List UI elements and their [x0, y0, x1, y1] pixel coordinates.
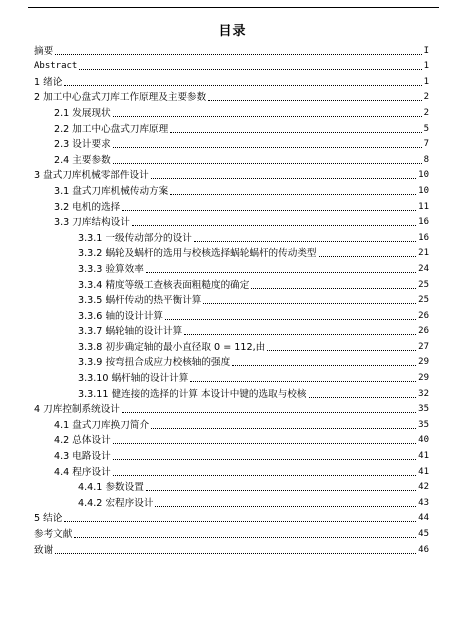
toc-entry[interactable]	[34, 306, 429, 322]
toc-entry-page: 35	[418, 419, 429, 430]
toc-entry[interactable]	[34, 493, 429, 509]
toc-dot-leader	[170, 194, 416, 195]
toc-dot-leader	[146, 272, 416, 273]
toc-dot-leader	[113, 475, 416, 476]
toc-entry-page: 46	[418, 544, 429, 555]
top-rule	[28, 7, 439, 8]
toc-entry-page: 16	[418, 232, 429, 243]
toc-dot-leader	[165, 319, 416, 320]
toc-entry-page: 7	[423, 139, 429, 150]
toc-entry-text: 3.3.6 轴的设计计算	[78, 310, 164, 322]
toc-entry-page: 42	[418, 482, 429, 493]
toc-entry-text: 3.1 盘式刀库机械传动方案	[54, 185, 169, 197]
toc-entry[interactable]	[34, 150, 429, 166]
toc-entry-text: 3.3.3 验算效率	[78, 263, 144, 275]
toc-entry[interactable]	[34, 400, 429, 416]
toc-entry-page: 27	[418, 341, 429, 352]
toc-entry[interactable]	[34, 291, 429, 307]
toc-entry[interactable]	[34, 524, 429, 540]
toc-entry[interactable]	[34, 119, 429, 135]
toc-dot-leader	[55, 54, 421, 55]
toc-dot-leader	[267, 350, 416, 351]
toc-dot-leader	[151, 428, 416, 429]
toc-dot-leader	[170, 132, 421, 133]
toc-dot-leader	[113, 116, 422, 117]
toc-dot-leader	[155, 506, 416, 507]
toc-entry-text: 3.3.1 一级传动部分的设计	[78, 232, 192, 244]
toc-entry-page: 45	[418, 529, 429, 539]
toc-dot-leader	[194, 241, 416, 242]
toc-dot-leader	[151, 178, 416, 179]
toc-dot-leader	[309, 397, 417, 398]
toc-dot-leader	[251, 288, 416, 289]
toc-entry-text: 3 盘式刀库机械零部件设计	[34, 170, 149, 182]
toc-entry-page: 16	[418, 217, 429, 228]
toc-entry-text: 4 刀库控制系统设计	[34, 404, 120, 416]
toc-entry[interactable]	[34, 41, 429, 57]
toc-entry[interactable]	[34, 228, 429, 244]
toc-entry-text: 3.3.10 蜗杆轴的设计计算	[78, 373, 189, 385]
toc-entry[interactable]	[34, 103, 429, 119]
toc-entry-page: 29	[418, 373, 429, 384]
toc-entry[interactable]	[34, 446, 429, 462]
toc-entry-text: 3.3.5 蜗杆传动的热平衡计算	[78, 295, 202, 307]
toc-dot-leader	[64, 85, 421, 86]
toc-entry[interactable]	[34, 337, 429, 353]
toc-dot-leader	[122, 412, 416, 413]
toc-dot-leader	[74, 537, 416, 538]
toc-dot-leader	[79, 69, 421, 70]
toc-entry-text: 2.2 加工中心盘式刀库原理	[54, 123, 169, 135]
toc-entry-page: 26	[418, 326, 429, 337]
toc-entry-page: 10	[418, 185, 429, 196]
toc-entry-page: 25	[418, 295, 429, 306]
toc-dot-leader	[146, 490, 416, 491]
toc-entry-text: 3.3.4 精度等级工查核表面粗糙度的确定	[78, 279, 250, 291]
toc-entry-page: 26	[418, 310, 429, 321]
toc-entry[interactable]	[34, 431, 429, 447]
toc-entry[interactable]	[34, 509, 429, 525]
toc-entry[interactable]	[34, 135, 429, 151]
toc-entry-text: 3.3 刀库结构设计	[54, 217, 130, 229]
toc-dot-leader	[184, 334, 416, 335]
toc-entry[interactable]	[34, 88, 429, 104]
toc-entry[interactable]	[34, 197, 429, 213]
toc-entry-page: 10	[418, 170, 429, 181]
toc-entry[interactable]	[34, 384, 429, 400]
toc-entry[interactable]	[34, 244, 429, 260]
toc-entry-page: 25	[418, 279, 429, 290]
toc-entry-text: 4.4.1 参数设置	[78, 482, 144, 494]
toc-entry-text: 5 结论	[34, 513, 63, 525]
toc-entry-page: 35	[418, 404, 429, 415]
toc-entry-text: 参考文献	[34, 529, 73, 540]
toc-dot-leader	[113, 163, 422, 164]
toc-entry[interactable]	[34, 353, 429, 369]
toc-entry-page: 32	[418, 388, 429, 399]
toc-entry-text: 3.3.9 按弯扭合成应力校核轴的强度	[78, 357, 231, 369]
toc-dot-leader	[190, 381, 416, 382]
toc-entry-page: 41	[418, 466, 429, 477]
toc-entry-page: 2	[423, 107, 429, 118]
toc-dot-leader	[113, 459, 416, 460]
toc-entry-page: 24	[418, 263, 429, 274]
toc-entry[interactable]	[34, 166, 429, 182]
toc-dot-leader	[113, 443, 416, 444]
toc-dot-leader	[319, 256, 417, 257]
toc-entry-page: I	[423, 45, 429, 56]
toc-entry-page: 5	[423, 123, 429, 134]
toc-entry[interactable]	[34, 540, 429, 556]
toc-entry-text: 致谢	[34, 544, 54, 556]
toc-entry-page: 29	[418, 357, 429, 368]
toc-entry-text: 4.3 电路设计	[54, 451, 111, 463]
toc-entry-text: Abstract	[34, 61, 78, 72]
toc-entry-text: 3.3.8 初步确定轴的最小直径取 0 = 112,由	[78, 341, 266, 353]
toc-entry-page: 1	[423, 76, 429, 87]
toc-entry-text: 2 加工中心盘式刀库工作原理及主要参数	[34, 92, 207, 104]
toc-entry[interactable]	[34, 462, 429, 478]
toc-entry[interactable]	[34, 322, 429, 338]
toc-dot-leader	[122, 210, 416, 211]
toc-entry-text: 3.3.7 蜗轮轴的设计计算	[78, 326, 183, 338]
toc-title: 目录	[218, 24, 247, 39]
toc-entry-page: 44	[418, 513, 429, 524]
toc-entry-text: 3.3.2 蜗轮及蜗杆的选用与校核选择蜗轮蜗杆的传动类型	[78, 248, 317, 260]
toc-dot-leader	[208, 100, 421, 101]
toc-entry-text: 3.2 电机的选择	[54, 201, 121, 213]
toc-entry-text: 摘要	[34, 45, 54, 57]
toc-entry-page: 43	[418, 497, 429, 508]
toc-entry[interactable]	[34, 275, 429, 291]
toc-entry[interactable]	[34, 478, 429, 494]
toc-dot-leader	[132, 225, 416, 226]
toc-entry[interactable]	[34, 259, 429, 275]
toc-dot-leader	[203, 303, 416, 304]
toc-entry-text: 2.1 发展现状	[54, 107, 111, 119]
toc-entry-page: 21	[418, 248, 429, 259]
toc-dot-leader	[232, 365, 416, 366]
toc-entry[interactable]	[34, 415, 429, 431]
toc-entry-text: 3.3.11 健连接的选择的计算 本设计中键的选取与校核	[78, 388, 307, 400]
toc-entry-page: 1	[423, 61, 429, 72]
toc-entry-text: 2.3 设计要求	[54, 139, 111, 151]
toc-entry-page: 11	[418, 201, 429, 212]
toc-entry-text: 2.4 主要参数	[54, 154, 111, 166]
toc-entry-text: 4.2 总体设计	[54, 435, 111, 447]
toc-entry[interactable]	[34, 213, 429, 229]
toc-entry-text: 4.4 程序设计	[54, 466, 111, 478]
toc-entry-page: 41	[418, 451, 429, 462]
toc-entry-text: 4.4.2 宏程序设计	[78, 497, 154, 509]
toc-entry[interactable]	[34, 368, 429, 384]
toc-dot-leader	[113, 147, 422, 148]
toc-entry-text: 4.1 盘式刀库换刀简介	[54, 419, 150, 431]
toc-entry-page: 8	[423, 154, 429, 165]
toc-entry[interactable]	[34, 57, 429, 73]
toc-entry-page: 2	[423, 92, 429, 103]
toc-entry[interactable]	[34, 181, 429, 197]
toc-entry-text: 1 绪论	[34, 76, 63, 88]
toc-dot-leader	[55, 553, 416, 554]
toc-dot-leader	[64, 521, 416, 522]
toc-entry[interactable]	[34, 72, 429, 88]
toc-entry-page: 40	[418, 435, 429, 446]
toc-list	[34, 41, 429, 556]
